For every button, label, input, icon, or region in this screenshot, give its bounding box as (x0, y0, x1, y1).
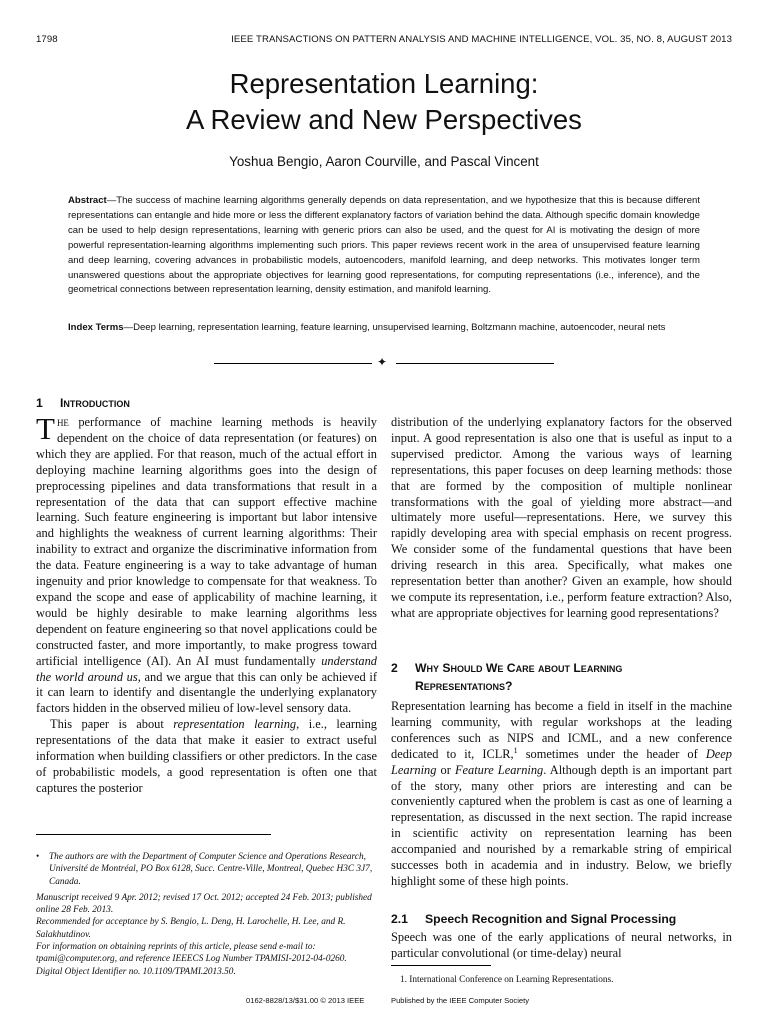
page-number: 1798 (36, 34, 58, 45)
section-divider (214, 357, 554, 369)
section-2-1-number: 2.1 (391, 912, 408, 926)
recommended-by: Recommended for acceptance by S. Bengio, L. Deng, H. Larochelle, H. Lee, and R. Salakhutdinov. (36, 917, 346, 940)
section-1-number: 1 (36, 396, 43, 410)
footnote-rule-right (391, 965, 491, 966)
section-1-title-initial: I (60, 396, 64, 410)
title-line-2: A Review and New Perspectives (186, 104, 582, 135)
intro-p1-italic: understand the world around us (36, 653, 377, 684)
publisher-footer: Published by the IEEE Computer Society (391, 996, 530, 1005)
intro-p1-end: , and we argue that this can only be achieved if it can learn to identify and disentangle the underlying explanatory factors hidden in the observed milieu of low-level sensory data. (36, 669, 377, 716)
intro-paragraph-1 (36, 411, 377, 717)
right-paragraph-1: distribution of the underlying explanatory factors for the observed input. A good representation is also one that is useful as input to a supervised predictor. Among the various ways of learning representations, this paper focuses on deep learning methods: those that are formed by the composition of multiple nonlinear transformations with the goal of yielding more abstract—and ultimately more useful—representations. Here, we survey this rapidly developing area with special emphasis on recent progress. We consider some of the fundamental questions that have been driving research in this area. Specifically, what makes one representation better than another? Given an example, how should we compute its representation, i.e., perform feature extraction? Also, what are appropriate objectives for learning good representations? (391, 415, 732, 620)
intro-p2-start: This paper is about (50, 717, 174, 732)
sec2-p1-end: . Although depth is an important part of the story, many other priors are interesting and can be conveniently captured when the problem is cast as one of learning a representation, as discussed in the next section. The rapid increase in scientific activity on representation learning has been accompanied and nourished by a remarkable string of empirical successes both in academia and in industry. Below, we briefly highlight some of these high points. (391, 762, 732, 888)
divider-star-icon: ✦ (377, 355, 388, 369)
section-1-heading (36, 394, 377, 412)
index-terms-text: —Deep learning, representation learning, feature learning, unsupervised learning, Boltzmann machine, autoencoder, neural nets (123, 322, 666, 333)
sec2-p1-start: Representation learning has become a field in itself in the machine learning community, with regular workshops at the leading conferences such as NIPS and ICML, and a new conference dedicated to it, ICLR, (391, 699, 732, 761)
section-2-number: 2 (391, 661, 398, 675)
intro-p2-italic: representation learning (173, 717, 297, 732)
right-column (391, 415, 732, 622)
footnote-rule-left (36, 834, 271, 835)
section-2-1-title: Speech Recognition and Signal Processing (425, 912, 677, 926)
journal-header: IEEE TRANSACTIONS ON PATTERN ANALYSIS AND MACHINE INTELLIGENCE, VOL. 35, NO. 8, AUGUST 2013 (231, 34, 732, 45)
sec2-italic-deep-learning: Deep Learning (391, 746, 732, 777)
authors: Yoshua Bengio, Aaron Courville, and Pascal Vincent (229, 154, 539, 169)
left-column (36, 411, 378, 797)
abstract-label: Abstract (68, 195, 107, 206)
index-terms-label: Index Terms (68, 322, 124, 333)
section-2-heading (391, 659, 732, 695)
section-2-1-heading (391, 910, 732, 928)
abstract-text: —The success of machine learning algorithms generally depends on data representation, and we hypothesize that this is because different representations can entangle and hide more or less the different explanatory factors of variation behind the data. Although specific domain knowledge can be used to help design representations, learning with generic priors can also be used, and the quest for AI is motivating the design of more powerful representation-learning algorithms implementing such priors. This paper reviews recent work in the area of unsupervised feature learning and deep learning, covering advances in probabilistic models, autoencoders, manifold learning, and deep networks. This motivates longer term unanswered questions about the appropriate objectives for learning good representations, for computing representations (i.e., inference), and the geometrical connections between representation learning, density estimation, and manifold learning. (68, 195, 700, 296)
section-2-1-paragraph: Speech was one of the early applications of neural networks, in particular convolutional (or time-delay) neural (391, 930, 732, 960)
divider-line-right (396, 363, 554, 364)
intro-paragraph-2 (36, 717, 377, 797)
manuscript-dates: Manuscript received 9 Apr. 2012; revised 17 Oct. 2012; accepted 24 Feb. 2013; published online 28 Feb. 2013. (36, 892, 372, 916)
footnote-ref-1[interactable]: 1 (513, 745, 518, 755)
affiliation-footnote (36, 851, 377, 888)
paper-title (0, 66, 768, 138)
intro-p2-rest: , i.e., learning representations of the data that make it easier to extract useful information when building classifiers or other predictors. In the case of probabilistic models, a good representation is often one that captures the posterior (36, 717, 378, 795)
intro-he: he (56, 415, 69, 429)
abstract (68, 194, 700, 298)
section-2-body (391, 699, 732, 890)
title-line-1: Representation Learning: (229, 68, 539, 99)
divider-line-left (214, 363, 372, 364)
footnotes-left (36, 851, 377, 978)
reprints-info: For information on obtaining reprints of this article, please send e-mail to: tpami@computer.org, and reference IEEECS Log Number TPAMISI-2012-04-0260. (36, 942, 347, 965)
affiliation-text: The authors are with the Department of Computer Science and Operations Research, Université de Montréal, PO Box 6128, Succ. Centre-Ville, Montreal, Quebec H3C 3J7, Canada. (49, 852, 373, 887)
section-2-1-body (391, 930, 732, 962)
sec2-or: or (436, 762, 455, 777)
index-terms (68, 321, 700, 336)
section-2-title-line-2: Representations? (415, 679, 513, 693)
drop-cap: T (36, 411, 55, 446)
intro-p1-text: performance of machine learning methods is heavily dependent on the choice of data representation (or features) on which they are applied. For that reason, much of the actual effort in deploying machine learning algorithms goes into the design of preprocessing pipelines and data transformations that result in a representation of the data that can support effective machine learning. Such feature engineering is important but labor intensive and highlights the weakness of current learning algorithms: Their inability to extract and organize the discriminative information from the data. Feature engineering is a way to take advantage of human ingenuity and prior knowledge to compensate for that weakness. To expand the scope and ease of applicability of machine learning, it would be highly desirable to make learning algorithms less dependent on feature engineering so that novel applications could be constructed faster, and more importantly, to make progress toward artificial intelligence (AI). An AI must fundamentally (36, 415, 377, 668)
bullet-icon: • (36, 852, 40, 862)
sec2-italic-feature-learning: Feature Learning (454, 762, 544, 777)
sec2-p1-mid: sometimes under the header of (517, 746, 706, 761)
copyright-footer: 0162-8828/13/$31.00 © 2013 IEEE (246, 996, 365, 1005)
footnote-1: 1. International Conference on Learning Representations. (400, 975, 614, 985)
section-2-title-line-1: Why Should We Care about Learning (415, 661, 623, 675)
doi: Digital Object Identifier no. 10.1109/TPAMI.2013.50. (36, 966, 236, 977)
section-1-title-rest: ntroduction (63, 396, 130, 410)
section-2-paragraph (391, 699, 732, 890)
